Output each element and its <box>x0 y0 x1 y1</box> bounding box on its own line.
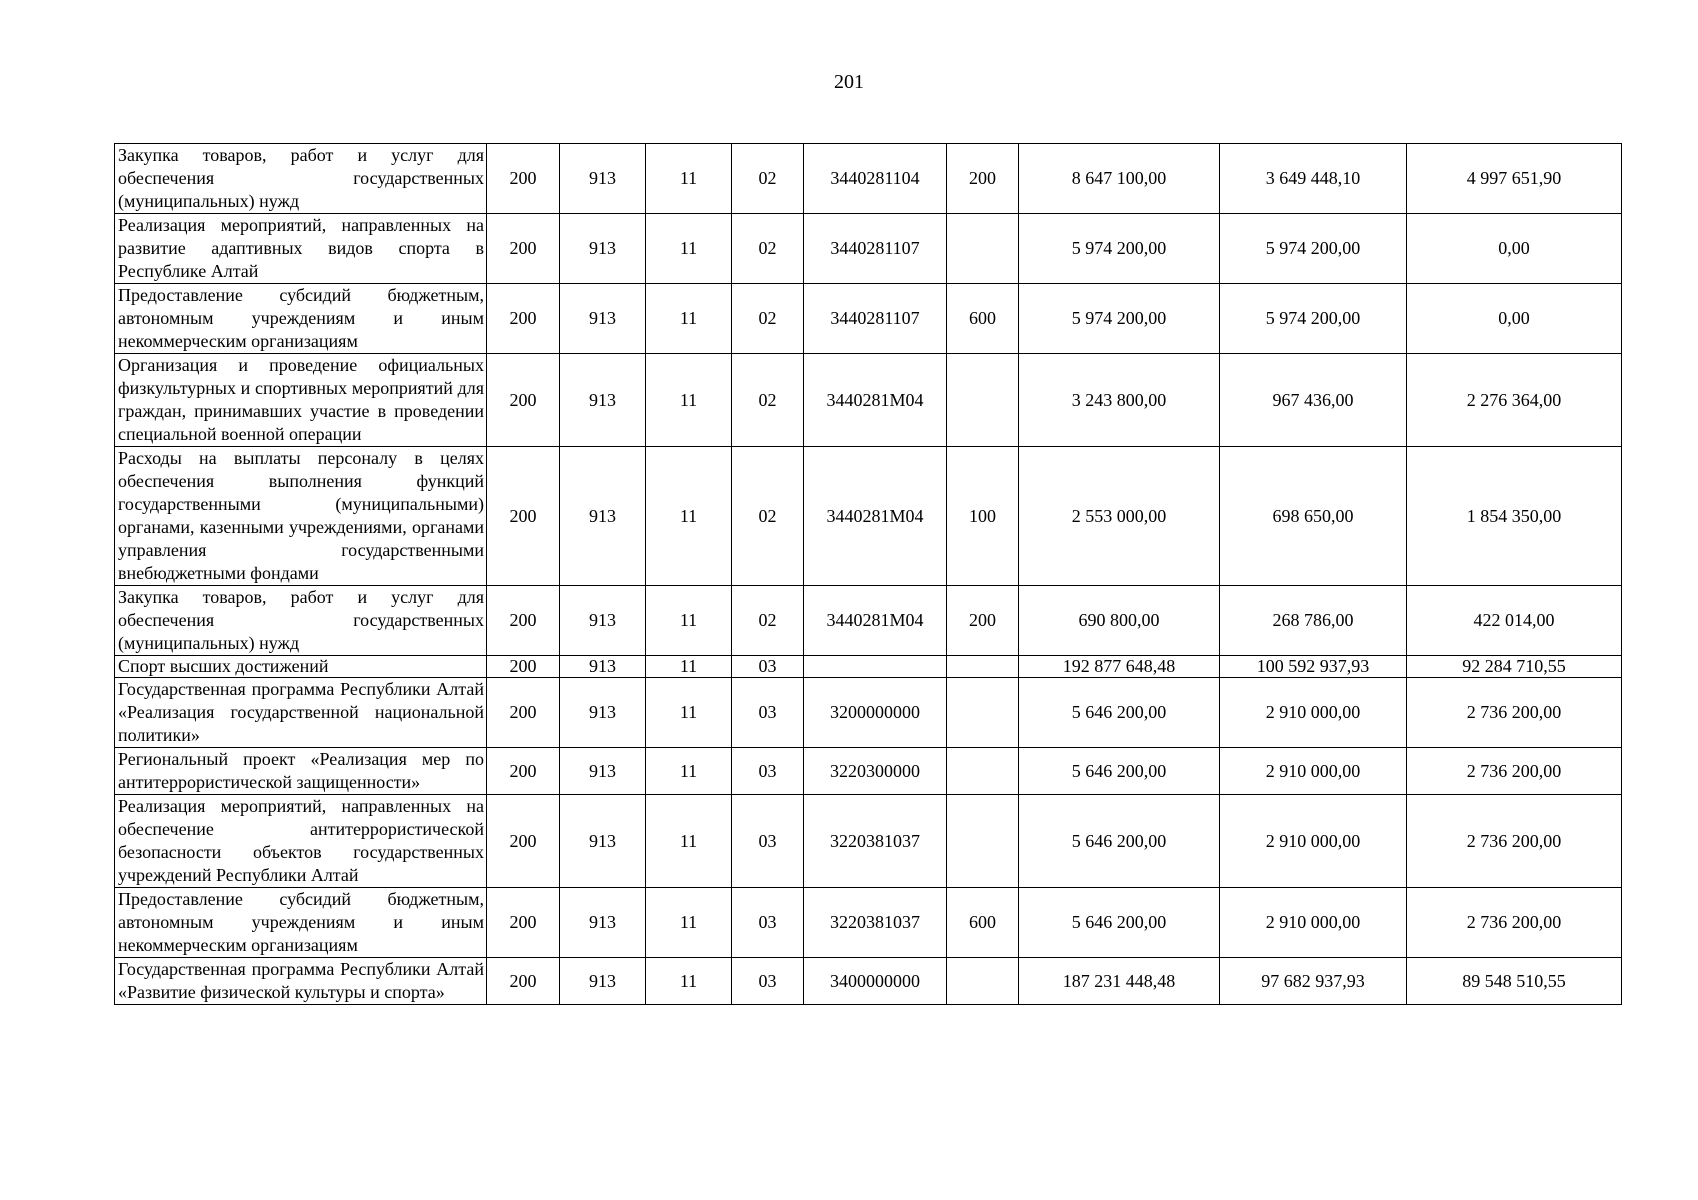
section-code-cell: 200 <box>487 678 560 748</box>
ministry-code-cell: 913 <box>560 958 646 1005</box>
section-code-cell: 200 <box>487 214 560 284</box>
item-name-cell: Реализация мероприятий, направленных на обеспечение антитеррористической безопасности объектов государственных учреждений Республики Алтай <box>115 795 487 888</box>
expense-type-cell: 100 <box>947 447 1019 586</box>
ministry-code-cell: 913 <box>560 748 646 795</box>
ministry-code-cell: 913 <box>560 888 646 958</box>
subsection-code-cell: 02 <box>732 144 804 214</box>
chapter-code-cell: 11 <box>646 888 732 958</box>
ministry-code-cell: 913 <box>560 447 646 586</box>
section-code-cell: 200 <box>487 748 560 795</box>
target-article-cell: 3220381037 <box>804 795 947 888</box>
section-code-cell: 200 <box>487 284 560 354</box>
item-name-cell: Предоставление субсидий бюджетным, автономным учреждениям и иным некоммерческим организациям <box>115 284 487 354</box>
executed-amount-cell: 2 910 000,00 <box>1220 795 1407 888</box>
ministry-code-cell: 913 <box>560 284 646 354</box>
approved-amount-cell: 5 646 200,00 <box>1019 748 1220 795</box>
table-row <box>115 144 1622 214</box>
expense-type-cell <box>947 958 1019 1005</box>
chapter-code-cell: 11 <box>646 214 732 284</box>
expense-type-cell: 600 <box>947 888 1019 958</box>
executed-amount-cell: 268 786,00 <box>1220 586 1407 656</box>
expense-type-cell <box>947 678 1019 748</box>
table-row <box>115 284 1622 354</box>
target-article-cell: 3220300000 <box>804 748 947 795</box>
ministry-code-cell: 913 <box>560 144 646 214</box>
chapter-code-cell: 11 <box>646 678 732 748</box>
subsection-code-cell: 02 <box>732 214 804 284</box>
item-name-cell: Организация и проведение официальных физкультурных и спортивных мероприятий для граждан, принимавших участие в проведении специальной военной операции <box>115 354 487 447</box>
executed-amount-cell: 2 910 000,00 <box>1220 888 1407 958</box>
approved-amount-cell: 5 974 200,00 <box>1019 214 1220 284</box>
executed-amount-cell: 100 592 937,93 <box>1220 656 1407 678</box>
table-row <box>115 656 1622 678</box>
remainder-amount-cell: 2 736 200,00 <box>1407 795 1622 888</box>
table-row <box>115 748 1622 795</box>
target-article-cell: 3200000000 <box>804 678 947 748</box>
remainder-amount-cell: 4 997 651,90 <box>1407 144 1622 214</box>
approved-amount-cell: 3 243 800,00 <box>1019 354 1220 447</box>
table-row <box>115 795 1622 888</box>
remainder-amount-cell: 0,00 <box>1407 214 1622 284</box>
section-code-cell: 200 <box>487 144 560 214</box>
remainder-amount-cell: 422 014,00 <box>1407 586 1622 656</box>
budget-table <box>114 143 1622 1005</box>
table-row <box>115 447 1622 586</box>
remainder-amount-cell: 1 854 350,00 <box>1407 447 1622 586</box>
approved-amount-cell: 5 646 200,00 <box>1019 888 1220 958</box>
subsection-code-cell: 03 <box>732 795 804 888</box>
subsection-code-cell: 03 <box>732 656 804 678</box>
table-row <box>115 958 1622 1005</box>
expense-type-cell <box>947 795 1019 888</box>
chapter-code-cell: 11 <box>646 748 732 795</box>
section-code-cell: 200 <box>487 447 560 586</box>
table-row <box>115 586 1622 656</box>
section-code-cell: 200 <box>487 795 560 888</box>
target-article-cell: 3440281107 <box>804 214 947 284</box>
expense-type-cell <box>947 214 1019 284</box>
expense-type-cell: 200 <box>947 586 1019 656</box>
expense-type-cell: 200 <box>947 144 1019 214</box>
table-body <box>115 144 1622 1005</box>
target-article-cell: 3440281M04 <box>804 447 947 586</box>
section-code-cell: 200 <box>487 888 560 958</box>
subsection-code-cell: 03 <box>732 958 804 1005</box>
executed-amount-cell: 698 650,00 <box>1220 447 1407 586</box>
item-name-cell: Реализация мероприятий, направленных на развитие адаптивных видов спорта в Республике Алтай <box>115 214 487 284</box>
ministry-code-cell: 913 <box>560 354 646 447</box>
item-name-cell: Предоставление субсидий бюджетным, автономным учреждениям и иным некоммерческим организациям <box>115 888 487 958</box>
chapter-code-cell: 11 <box>646 586 732 656</box>
executed-amount-cell: 2 910 000,00 <box>1220 748 1407 795</box>
approved-amount-cell: 192 877 648,48 <box>1019 656 1220 678</box>
subsection-code-cell: 03 <box>732 678 804 748</box>
remainder-amount-cell: 2 736 200,00 <box>1407 678 1622 748</box>
remainder-amount-cell: 0,00 <box>1407 284 1622 354</box>
section-code-cell: 200 <box>487 958 560 1005</box>
section-code-cell: 200 <box>487 354 560 447</box>
table-row <box>115 678 1622 748</box>
subsection-code-cell: 03 <box>732 748 804 795</box>
chapter-code-cell: 11 <box>646 284 732 354</box>
ministry-code-cell: 913 <box>560 678 646 748</box>
subsection-code-cell: 02 <box>732 586 804 656</box>
item-name-cell: Закупка товаров, работ и услуг для обеспечения государственных (муниципальных) нужд <box>115 586 487 656</box>
chapter-code-cell: 11 <box>646 656 732 678</box>
table-row <box>115 888 1622 958</box>
chapter-code-cell: 11 <box>646 354 732 447</box>
expense-type-cell: 600 <box>947 284 1019 354</box>
remainder-amount-cell: 2 276 364,00 <box>1407 354 1622 447</box>
target-article-cell: 3400000000 <box>804 958 947 1005</box>
item-name-cell: Государственная программа Республики Алтай «Реализация государственной национальной политики» <box>115 678 487 748</box>
executed-amount-cell: 5 974 200,00 <box>1220 284 1407 354</box>
item-name-cell: Региональный проект «Реализация мер по антитеррористической защищенности» <box>115 748 487 795</box>
remainder-amount-cell: 2 736 200,00 <box>1407 748 1622 795</box>
item-name-cell: Закупка товаров, работ и услуг для обеспечения государственных (муниципальных) нужд <box>115 144 487 214</box>
expense-type-cell <box>947 748 1019 795</box>
target-article-cell: 3440281107 <box>804 284 947 354</box>
executed-amount-cell: 5 974 200,00 <box>1220 214 1407 284</box>
target-article-cell: 3440281M04 <box>804 586 947 656</box>
remainder-amount-cell: 2 736 200,00 <box>1407 888 1622 958</box>
remainder-amount-cell: 89 548 510,55 <box>1407 958 1622 1005</box>
ministry-code-cell: 913 <box>560 586 646 656</box>
approved-amount-cell: 5 646 200,00 <box>1019 678 1220 748</box>
ministry-code-cell: 913 <box>560 795 646 888</box>
ministry-code-cell: 913 <box>560 656 646 678</box>
executed-amount-cell: 97 682 937,93 <box>1220 958 1407 1005</box>
subsection-code-cell: 02 <box>732 284 804 354</box>
executed-amount-cell: 3 649 448,10 <box>1220 144 1407 214</box>
chapter-code-cell: 11 <box>646 144 732 214</box>
expense-type-cell <box>947 656 1019 678</box>
ministry-code-cell: 913 <box>560 214 646 284</box>
remainder-amount-cell: 92 284 710,55 <box>1407 656 1622 678</box>
executed-amount-cell: 967 436,00 <box>1220 354 1407 447</box>
target-article-cell: 3220381037 <box>804 888 947 958</box>
executed-amount-cell: 2 910 000,00 <box>1220 678 1407 748</box>
approved-amount-cell: 8 647 100,00 <box>1019 144 1220 214</box>
table-row <box>115 214 1622 284</box>
subsection-code-cell: 03 <box>732 888 804 958</box>
page-number: 201 <box>834 71 864 93</box>
approved-amount-cell: 5 646 200,00 <box>1019 795 1220 888</box>
table-row <box>115 354 1622 447</box>
target-article-cell <box>804 656 947 678</box>
approved-amount-cell: 187 231 448,48 <box>1019 958 1220 1005</box>
approved-amount-cell: 2 553 000,00 <box>1019 447 1220 586</box>
target-article-cell: 3440281M04 <box>804 354 947 447</box>
item-name-cell: Спорт высших достижений <box>115 656 487 678</box>
section-code-cell: 200 <box>487 586 560 656</box>
section-code-cell: 200 <box>487 656 560 678</box>
target-article-cell: 3440281104 <box>804 144 947 214</box>
item-name-cell: Расходы на выплаты персоналу в целях обеспечения выполнения функций государственными (муниципальными) органами, казенными учреждениями, органами управления государственными внебюджетными фондами <box>115 447 487 586</box>
subsection-code-cell: 02 <box>732 447 804 586</box>
item-name-cell: Государственная программа Республики Алтай «Развитие физической культуры и спорта» <box>115 958 487 1005</box>
chapter-code-cell: 11 <box>646 958 732 1005</box>
approved-amount-cell: 5 974 200,00 <box>1019 284 1220 354</box>
expense-type-cell <box>947 354 1019 447</box>
approved-amount-cell: 690 800,00 <box>1019 586 1220 656</box>
chapter-code-cell: 11 <box>646 447 732 586</box>
subsection-code-cell: 02 <box>732 354 804 447</box>
chapter-code-cell: 11 <box>646 795 732 888</box>
